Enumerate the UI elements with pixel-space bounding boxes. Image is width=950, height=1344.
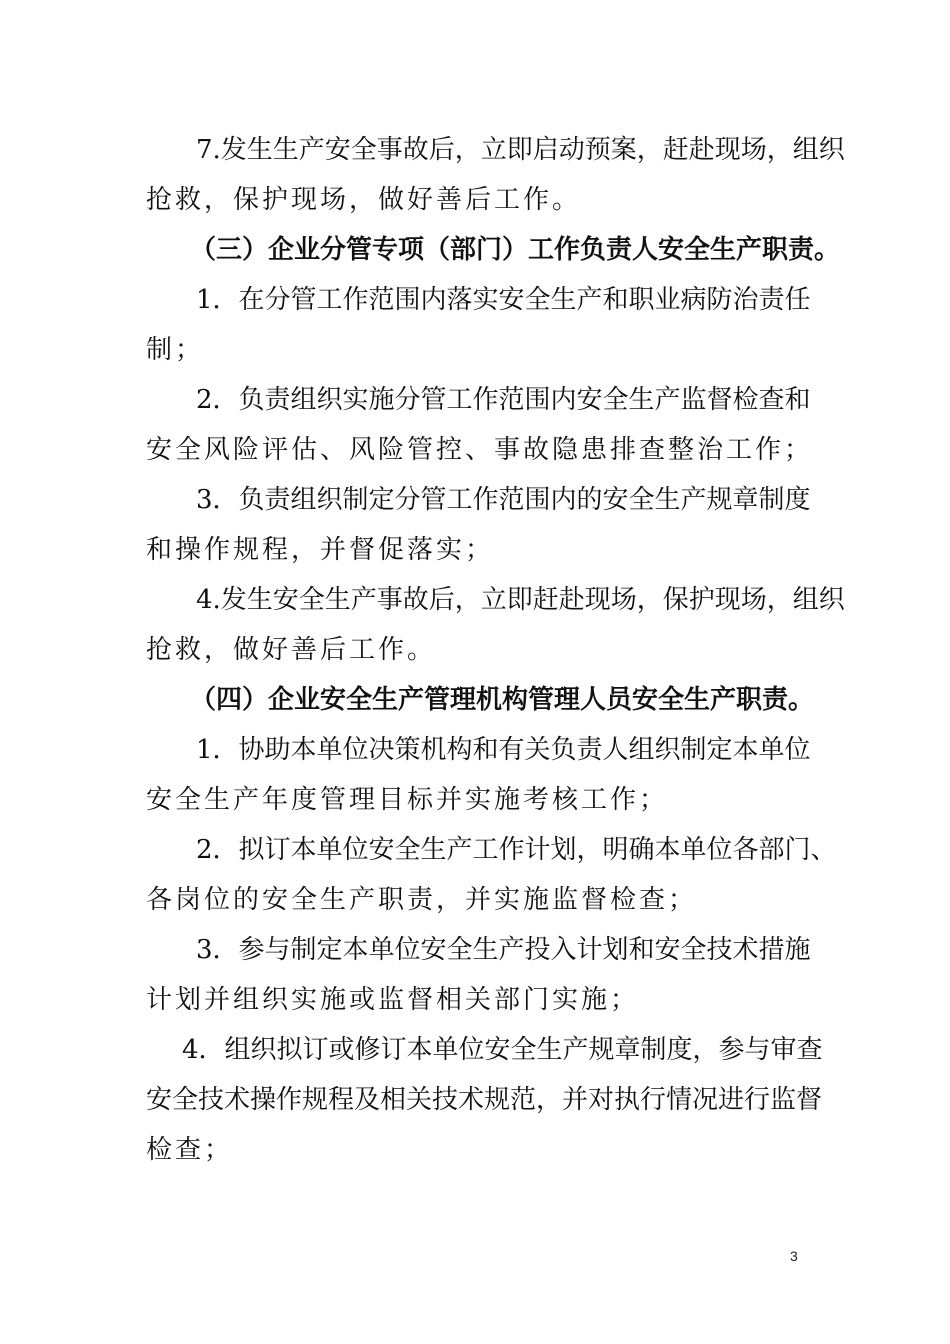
paragraph-line: 3．参与制定本单位安全生产投入计划和安全技术措施 <box>196 935 811 965</box>
paragraph-line: 3．负责组织制定分管工作范围内的安全生产规章制度 <box>196 485 811 515</box>
paragraph-line: 4.发生安全生产事故后，立即赶赴现场，保护现场，组织 <box>196 585 845 615</box>
page-number: 3 <box>790 1248 798 1264</box>
paragraph-line: 4．组织拟订或修订本单位安全生产规章制度，参与审查 <box>182 1035 823 1065</box>
paragraph-line: 2．拟订本单位安全生产工作计划，明确本单位各部门、 <box>196 835 837 865</box>
paragraph-line: 检查； <box>146 1135 234 1165</box>
paragraph-line: 抢救，保护现场，做好善后工作。 <box>146 185 582 215</box>
paragraph-line: 各岗位的安全生产职责，并实施监督检查； <box>146 885 698 915</box>
paragraph-line: 1．协助本单位决策机构和有关负责人组织制定本单位 <box>196 735 811 765</box>
paragraph-line: 计划并组织实施或监督相关部门实施； <box>146 985 640 1015</box>
paragraph-line: 1．在分管工作范围内落实安全生产和职业病防治责任 <box>196 285 811 315</box>
paragraph-line: 抢救，做好善后工作。 <box>146 635 437 665</box>
paragraph-line: 安全风险评估、风险管控、事故隐患排查整治工作； <box>146 435 814 465</box>
section-heading: （三）企业分管专项（部门）工作负责人安全生产职责。 <box>190 235 841 265</box>
paragraph-line: 2．负责组织实施分管工作范围内安全生产监督检查和 <box>196 385 811 415</box>
paragraph-line: 制； <box>146 335 205 365</box>
paragraph-line: 7.发生生产安全事故后，立即启动预案，赶赴现场，组织 <box>196 135 845 165</box>
section-heading: （四）企业安全生产管理机构管理人员安全生产职责。 <box>190 685 815 715</box>
paragraph-line: 和操作规程，并督促落实； <box>146 535 495 565</box>
paragraph-line: 安全技术操作规程及相关技术规范，并对执行情况进行监督 <box>146 1085 823 1115</box>
paragraph-line: 安全生产年度管理目标并实施考核工作； <box>146 785 669 815</box>
